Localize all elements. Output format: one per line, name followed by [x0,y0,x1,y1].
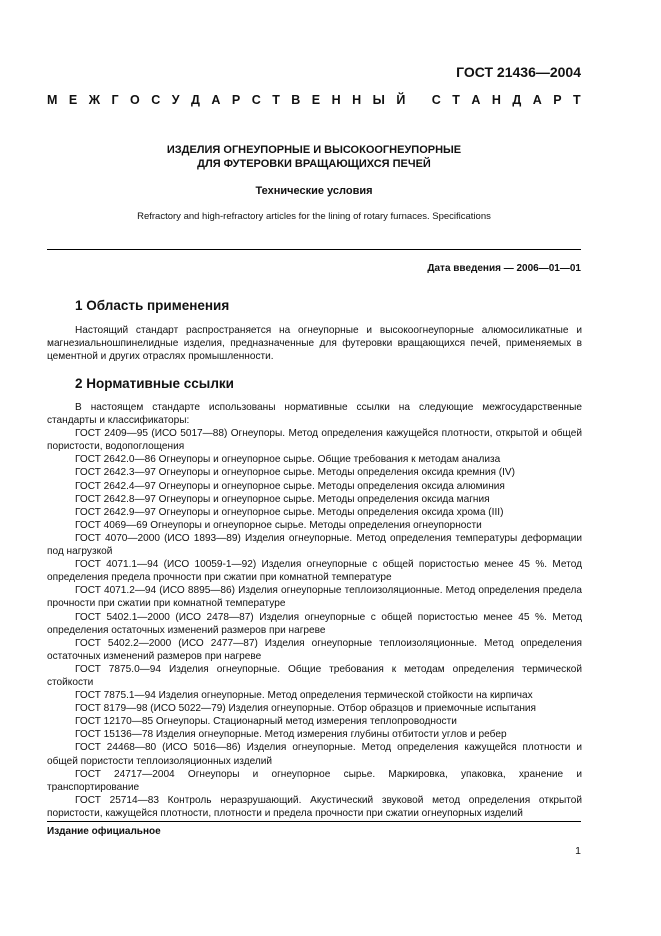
reference-item: ГОСТ 25714—83 Контроль неразрушающий. Акустический звуковой метод определения открытой пористости, кажущейся плотности, плотности и предела прочности при сжатии огнеупорных изделий [47,794,582,819]
banner-letter: Ж [88,93,101,107]
page-number: 1 [575,845,581,857]
banner-letter: Н [491,93,501,107]
banner-letter: Д [512,93,522,107]
section-2-heading: 2 Нормативные ссылки [75,376,234,391]
banner-letter: У [171,93,180,107]
section-2-intro: В настоящем стандарте использованы нормативные ссылки на следующие межгосударственные стандарты и классификаторы: [47,402,582,427]
banner-letter: Ы [372,93,385,107]
section-1-body [47,324,582,363]
reference-item: ГОСТ 4071.1—94 (ИСО 10059-1—92) Изделия огнеупорные с общей пористостью менее 45 %. Метод определения предела прочности при сжатии при комнатной температуре [47,559,582,584]
banner-letter: Т [452,93,460,107]
reference-item: ГОСТ 2642.0—86 Огнеупоры и огнеупорное сырье. Общие требования к методам анализа [75,454,501,466]
banner-letter: Т [272,93,280,107]
introduction-date: Дата введения — 2006—01—01 [427,263,581,274]
banner-letter: Р [553,93,562,107]
document-title [47,143,581,171]
banner-letter: Й [396,93,406,107]
standard-type-banner [47,93,581,107]
reference-item: ГОСТ 24717—2004 Огнеупоры и огнеупорное сырье. Маркировка, упаковка, хранение и транспортирование [47,768,582,793]
reference-item: ГОСТ 2409—95 (ИСО 5017—88) Огнеупоры. Метод определения кажущейся плотности, открытой и общей пористости, водопоглощения [47,428,582,453]
reference-item: ГОСТ 2642.4—97 Огнеупоры и огнеупорное сырье. Методы определения оксида алюминия [75,480,505,492]
section-1-paragraph: Настоящий стандарт распространяется на огнеупорные и высокоогнеупорные алюмосиликатные и магнезиальношпинелидные изделия, предназначенные для футеровки вращающихся печей, применяемых в цементной и других отраслях промышленности. [47,325,582,363]
banner-letter: Р [231,93,241,107]
reference-item: ГОСТ 12170—85 Огнеупоры. Стационарный метод измерения теплопроводности [75,716,457,728]
footer-divider [47,821,581,822]
reference-item: ГОСТ 2642.9—97 Огнеупоры и огнеупорное сырье. Методы определения оксида хрома (III) [75,506,504,518]
banner-letter: С [251,93,261,107]
banner-letter: Н [331,93,341,107]
reference-item: ГОСТ 4071.2—94 (ИСО 8895—86) Изделия огнеупорные теплоизоляционные. Метод определения предела прочности при сжатии при комнатной температуре [47,585,582,610]
banner-letter: С [431,93,441,107]
reference-item: ГОСТ 2642.3—97 Огнеупоры и огнеупорное сырье. Методы определения оксида кремния (IV) [75,467,515,479]
divider-line [47,249,581,250]
banner-letter: М [47,93,58,107]
reference-item: ГОСТ 4069—69 Огнеупоры и огнеупорное сырье. Методы определения огнеупорности [75,519,482,531]
section-1-heading: 1 Область применения [75,298,230,313]
banner-letter: А [532,93,542,107]
banner-letter: А [211,93,221,107]
banner-letter: О [130,93,140,107]
banner-letter: Т [573,93,581,107]
reference-list [47,427,582,820]
document-subtitle: Технические условия [255,185,373,197]
banner-letter [417,93,420,107]
reference-item: ГОСТ 2642.8—97 Огнеупоры и огнеупорное сырье. Методы определения оксида магния [75,493,490,505]
reference-item: ГОСТ 24468—80 (ИСО 5016—86) Изделия огнеупорные. Метод определения кажущейся плотности и общей пористости теплоизоляционных изделий [47,742,582,767]
title-line-1: ИЗДЕЛИЯ ОГНЕУПОРНЫЕ И ВЫСОКООГНЕУПОРНЫЕ [166,144,462,156]
banner-letter: Н [352,93,362,107]
document-number: ГОСТ 21436—2004 [456,64,581,80]
edition-label: Издание официальное [47,826,161,837]
banner-letter: Д [191,93,200,107]
reference-item: ГОСТ 4070—2000 (ИСО 1893—89) Изделия огнеупорные. Метод определения температуры деформации под нагрузкой [47,532,582,558]
reference-item: ГОСТ 8179—98 (ИСО 5022—79) Изделия огнеупорные. Отбор образцов и приемочные испытания [75,703,537,715]
reference-item: ГОСТ 7875.0—94 Изделия огнеупорные. Общие требования к методам определения термической стойкости [47,663,582,688]
banner-letter: В [291,93,301,107]
english-title: Refractory and high-refractory articles for the lining of rotary furnaces. Specifications [137,211,491,222]
banner-letter: С [151,93,161,107]
banner-letter: Е [68,93,78,107]
title-line-2: ДЛЯ ФУТЕРОВКИ ВРАЩАЮЩИХСЯ ПЕЧЕЙ [197,158,431,170]
reference-item: ГОСТ 7875.1—94 Изделия огнеупорные. Метод определения термической стойкости на кирпичах [75,690,533,702]
reference-item: ГОСТ 15136—78 Изделия огнеупорные. Метод измерения глубины отбитости углов и ребер [75,729,507,741]
banner-letter: Г [111,93,119,107]
banner-letter: Е [311,93,321,107]
section-2-body [47,401,582,820]
banner-letter: А [471,93,481,107]
reference-item: ГОСТ 5402.2—2000 (ИСО 2477—87) Изделия огнеупорные теплоизоляционные. Метод определения остаточных изменений размеров при нагреве [47,637,582,662]
reference-item: ГОСТ 5402.1—2000 (ИСО 2478—87) Изделия огнеупорные с общей пористостью менее 45 %. Метод определения остаточных изменений размеров при нагреве [47,611,582,636]
